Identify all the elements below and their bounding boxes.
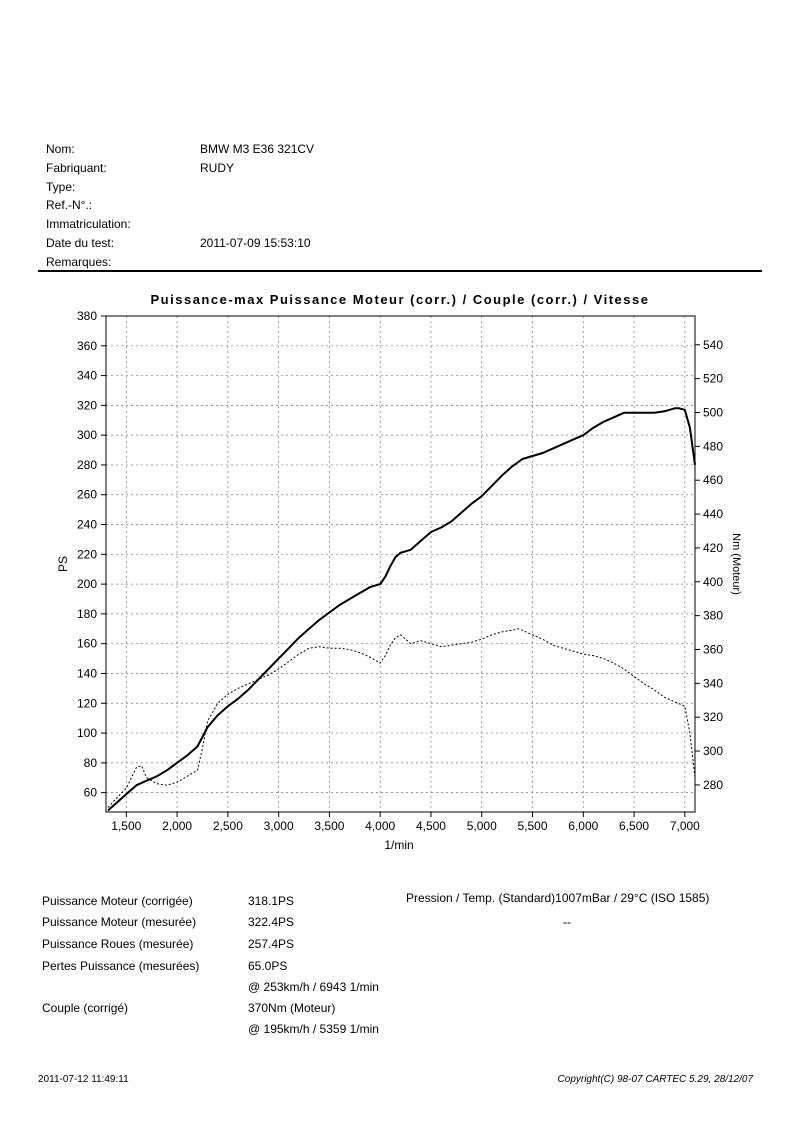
field-value-nom: BMW M3 E36 321CV <box>200 142 315 156</box>
y2-tick-label: 540 <box>703 337 724 352</box>
chart-grid <box>106 316 695 812</box>
x-tick-label: 2,000 <box>162 819 193 833</box>
y2-axis-label: Nm (Moteur) <box>730 533 742 595</box>
y-tick-label: 340 <box>76 368 97 383</box>
y-tick-label: 140 <box>76 666 97 681</box>
copyright: Copyright(C) 98-07 CARTEC 5.29, 28/12/07 <box>557 1074 753 1085</box>
stat-value-couple: 370Nm (Moteur) <box>248 1001 336 1015</box>
plot-frame <box>106 316 695 812</box>
stat-value-corr: 318.1PS <box>248 894 295 908</box>
x-tick-label: 5,500 <box>517 819 548 833</box>
stat-label-corr: Puissance Moteur (corrigée) <box>42 894 193 908</box>
y-tick-label: 80 <box>83 755 97 770</box>
y2-tick-label: 480 <box>703 439 724 454</box>
stat-value-power-at: @ 253km/h / 6943 1/min <box>248 980 379 994</box>
y2-tick-label: 380 <box>703 608 724 623</box>
y2-tick-label: 460 <box>703 473 724 488</box>
x-tick-label: 1,500 <box>111 819 142 833</box>
stat-value-roues: 257.4PS <box>248 937 295 951</box>
chart-series <box>108 408 695 810</box>
y2-tick-label: 400 <box>703 574 724 589</box>
stat-label-pertes: Pertes Puissance (mesurées) <box>42 959 200 973</box>
field-value-fabriquant: RUDY <box>200 161 235 175</box>
stat-label-roues: Puissance Roues (mesurée) <box>42 937 194 951</box>
y-tick-label: 260 <box>76 487 97 502</box>
field-label-ref: Ref.-N°.: <box>46 198 93 212</box>
pressure-extra: -- <box>563 915 571 929</box>
y-tick-label: 280 <box>76 457 97 472</box>
y2-tick-label: 520 <box>703 371 724 386</box>
y-tick-label: 220 <box>76 547 97 562</box>
x-tick-label: 5,000 <box>466 819 497 833</box>
y2-tick-label: 280 <box>703 777 724 792</box>
dyno-chart <box>0 300 800 860</box>
stat-value-torque-at: @ 195km/h / 5359 1/min <box>248 1022 379 1036</box>
series-line-dashed <box>108 629 695 808</box>
field-label-fabriquant: Fabriquant: <box>46 161 107 175</box>
x-tick-label: 7,000 <box>669 819 700 833</box>
y-tick-label: 160 <box>76 636 97 651</box>
field-label-date: Date du test: <box>46 236 115 250</box>
x-tick-label: 4,500 <box>415 819 446 833</box>
y2-tick-label: 500 <box>703 405 724 420</box>
y-tick-label: 100 <box>76 726 97 741</box>
stat-label-mes: Puissance Moteur (mesurée) <box>42 915 197 929</box>
pressure-temp: Pression / Temp. (Standard)1007mBar / 29°C (ISO 1585) <box>406 891 710 905</box>
field-label-type: Type: <box>46 180 76 194</box>
y-tick-label: 360 <box>76 338 97 353</box>
y-tick-label: 120 <box>76 696 97 711</box>
y2-tick-label: 300 <box>703 744 724 759</box>
x-tick-label: 6,500 <box>619 819 650 833</box>
y2-tick-label: 440 <box>703 507 724 522</box>
y-tick-label: 300 <box>76 428 97 443</box>
field-label-immatriculation: Immatriculation: <box>46 217 131 231</box>
y2-tick-label: 340 <box>703 676 724 691</box>
y-tick-label: 320 <box>76 398 97 413</box>
header-divider <box>38 270 762 272</box>
x-tick-label: 6,000 <box>568 819 599 833</box>
y-tick-label: 200 <box>76 577 97 592</box>
y-tick-label: 240 <box>76 517 97 532</box>
print-date: 2011-07-12 11:49:11 <box>38 1074 129 1085</box>
y-axis-label: PS <box>56 555 70 573</box>
plot-border <box>106 316 695 812</box>
x-tick-label: 2,500 <box>212 819 243 833</box>
x-tick-label: 3,000 <box>263 819 294 833</box>
field-label-nom: Nom: <box>46 142 75 156</box>
field-value-date: 2011-07-09 15:53:10 <box>200 236 311 250</box>
x-tick-label: 3,500 <box>314 819 345 833</box>
stat-label-couple: Couple (corrigé) <box>42 1001 129 1015</box>
x-axis-ticks <box>111 812 700 833</box>
y-axis-ticks <box>77 309 106 800</box>
y2-axis-ticks <box>695 338 723 792</box>
series-line-solid <box>108 408 695 810</box>
x-tick-label: 4,000 <box>365 819 396 833</box>
y-tick-label: 380 <box>76 309 97 323</box>
stat-value-pertes: 65.0PS <box>248 959 288 973</box>
y-tick-label: 60 <box>83 785 97 800</box>
y2-tick-label: 360 <box>703 642 724 657</box>
chart-title: Puissance-max Puissance Moteur (corr.) / Couple (corr.) / Vitesse <box>150 292 650 307</box>
y2-tick-label: 320 <box>703 710 724 725</box>
stat-value-mes: 322.4PS <box>248 915 295 929</box>
field-label-remarques: Remarques: <box>46 255 112 269</box>
y-tick-label: 180 <box>76 606 97 621</box>
y2-tick-label: 420 <box>703 540 724 555</box>
x-axis-label: 1/min <box>384 838 414 852</box>
